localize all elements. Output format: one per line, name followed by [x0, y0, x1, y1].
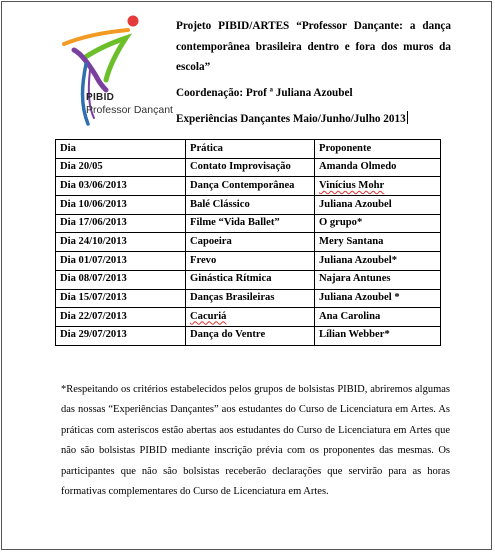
cell-date: Dia 15/07/2013 [56, 289, 186, 308]
project-title [176, 16, 451, 78]
cell-date: Dia 22/07/2013 [56, 308, 186, 327]
table-row [56, 214, 441, 233]
table-row [56, 289, 441, 308]
header-pratica: Prática [186, 140, 315, 159]
spellcheck-word: Vinícius Mohr [319, 179, 385, 191]
cell-practice: Dança do Ventre [186, 326, 315, 345]
table-row [56, 270, 441, 289]
cell-proponent: Mery Santana [315, 233, 441, 252]
cell-practice: Balé Clássico [186, 196, 315, 215]
cell-proponent: Amanda Olmedo [315, 158, 441, 177]
cell-practice: Ginástica Rítmica [186, 270, 315, 289]
project-title-text: Projeto PIBID/ARTES “Professor Dançante: a dança contemporânea brasileira dentro e fora dos muros da escola” [176, 20, 451, 73]
cell-practice: Capoeira [186, 233, 315, 252]
coordination-line: Coordenação: Prof ª Juliana Azoubel [176, 87, 353, 99]
table-row [56, 308, 441, 327]
cell-practice: Dança Contemporânea [186, 177, 315, 196]
schedule-table [55, 139, 441, 346]
cell-date: Dia 29/07/2013 [56, 326, 186, 345]
cell-proponent: Ana Carolina [315, 308, 441, 327]
cell-practice [186, 308, 315, 327]
cell-proponent: O grupo* [315, 214, 441, 233]
cell-date: Dia 01/07/2013 [56, 252, 186, 271]
cell-practice: Frevo [186, 252, 315, 271]
cell-proponent: Lílian Webber* [315, 326, 441, 345]
experiences-title [176, 111, 408, 125]
cell-date: Dia 24/10/2013 [56, 233, 186, 252]
table-row [56, 233, 441, 252]
cell-practice: Filme “Vida Ballet” [186, 214, 315, 233]
logo-head [128, 16, 139, 27]
logo-brand: PIBID [86, 92, 115, 103]
table-row [56, 252, 441, 271]
cell-date: Dia 17/06/2013 [56, 214, 186, 233]
footnote-paragraph: *Respeitando os critérios estabelecidos pelos grupos de bolsistas PIBID, abriremos algumas das nossas “Experiências Dançantes” aos estudantes do Curso de Licenciatura em Artes. As práticas com asteriscos estão abertas aos estudantes do Curso de Licenciatura em Artes que não são bolsistas PIBID mediante inscrição prévia com os proponentes das mesmas. Os participantes que não são bolsistas receberão declarações que servirão para as horas formativas complementares do Curso de Licenciatura em Artes. [61, 384, 450, 498]
cell-date: Dia 20/05 [56, 158, 186, 177]
table-row [56, 158, 441, 177]
cell-practice: Contato Improvisação [186, 158, 315, 177]
cell-date: Dia 03/06/2013 [56, 177, 186, 196]
header-proponente: Proponente [315, 140, 441, 159]
cell-proponent: Juliana Azoubel* [315, 252, 441, 271]
experiences-title-text: Experiências Dançantes Maio/Junho/Julho 2013 [176, 113, 406, 125]
table-row [56, 177, 441, 196]
table-row [56, 326, 441, 345]
table-header-row [56, 140, 441, 159]
cell-proponent: Juliana Azoubel [315, 196, 441, 215]
cell-date: Dia 10/06/2013 [56, 196, 186, 215]
cell-proponent: Najara Antunes [315, 270, 441, 289]
spellcheck-word: Cacuriá [190, 310, 227, 322]
table-row [56, 196, 441, 215]
header-dia: Dia [56, 140, 186, 159]
cell-proponent: Juliana Azoubel * [315, 289, 441, 308]
logo-subtitle: Professor Dançant [86, 104, 173, 116]
cell-date: Dia 08/07/2013 [56, 270, 186, 289]
text-cursor [407, 111, 408, 124]
cell-practice: Danças Brasileiras [186, 289, 315, 308]
cell-proponent [315, 177, 441, 196]
